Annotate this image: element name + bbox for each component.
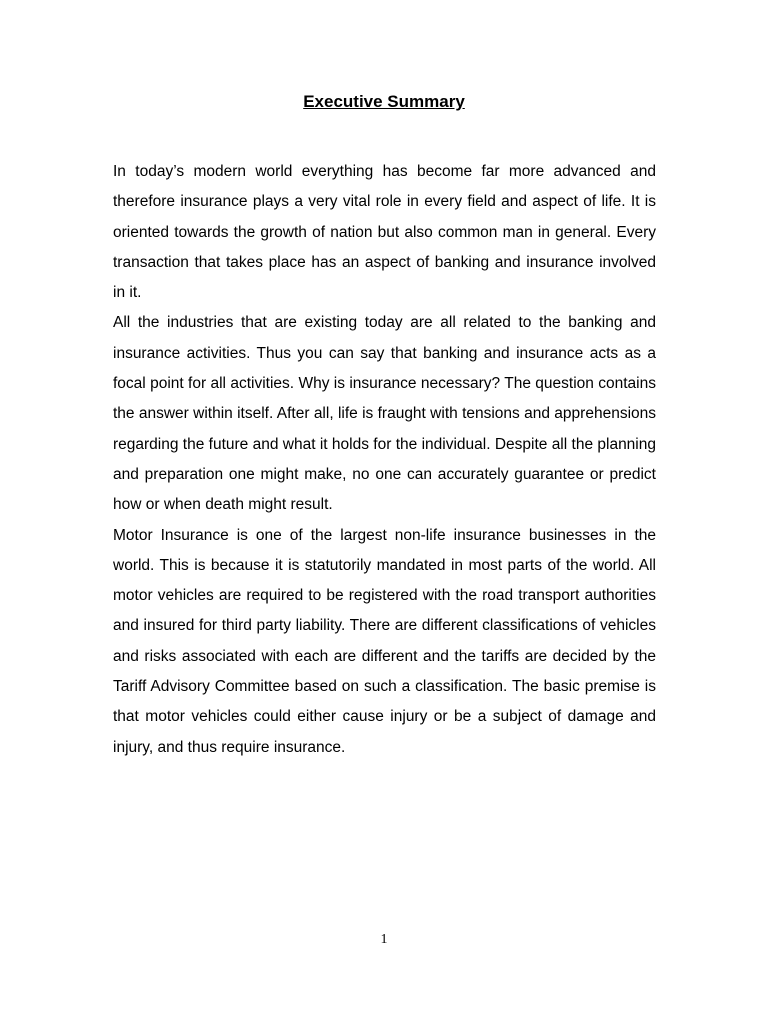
paragraph-industries: All the industries that are existing today are all related to the banking and insurance activities. Thus you can say that banking and insurance acts as a focal point for all activities. Why is insurance necessary? The question contains the answer within itself. After all, life is fraught with tensions and apprehensions regarding the future and what it holds for the individual. Despite all the planning and preparation one might make, no one can accurately guarantee or predict how or when death might result.	[113, 314, 656, 514]
page-number: 1	[380, 932, 388, 947]
paragraph-intro: In today’s modern world everything has become far more advanced and therefore insurance plays a very vital role in every field and aspect of life. It is oriented towards the growth of nation but also common man in general. Every transaction that takes place has an aspect of banking and insurance involved in it.	[113, 163, 656, 302]
paragraph-motor-insurance: Motor Insurance is one of the largest non-life insurance businesses in the world. This is because it is statutorily mandated in most parts of the world. All motor vehicles are required to be registered with the road transport authorities and insured for third party liability. There are different classifications of vehicles and risks associated with each are different and the tariffs are decided by the Tariff Advisory Committee based on such a classification. The basic premise is that motor vehicles could either cause injury or be a subject of damage and injury, and thus require insurance.	[113, 526, 656, 756]
document-body	[113, 157, 656, 763]
page-title: Executive Summary	[303, 92, 465, 111]
